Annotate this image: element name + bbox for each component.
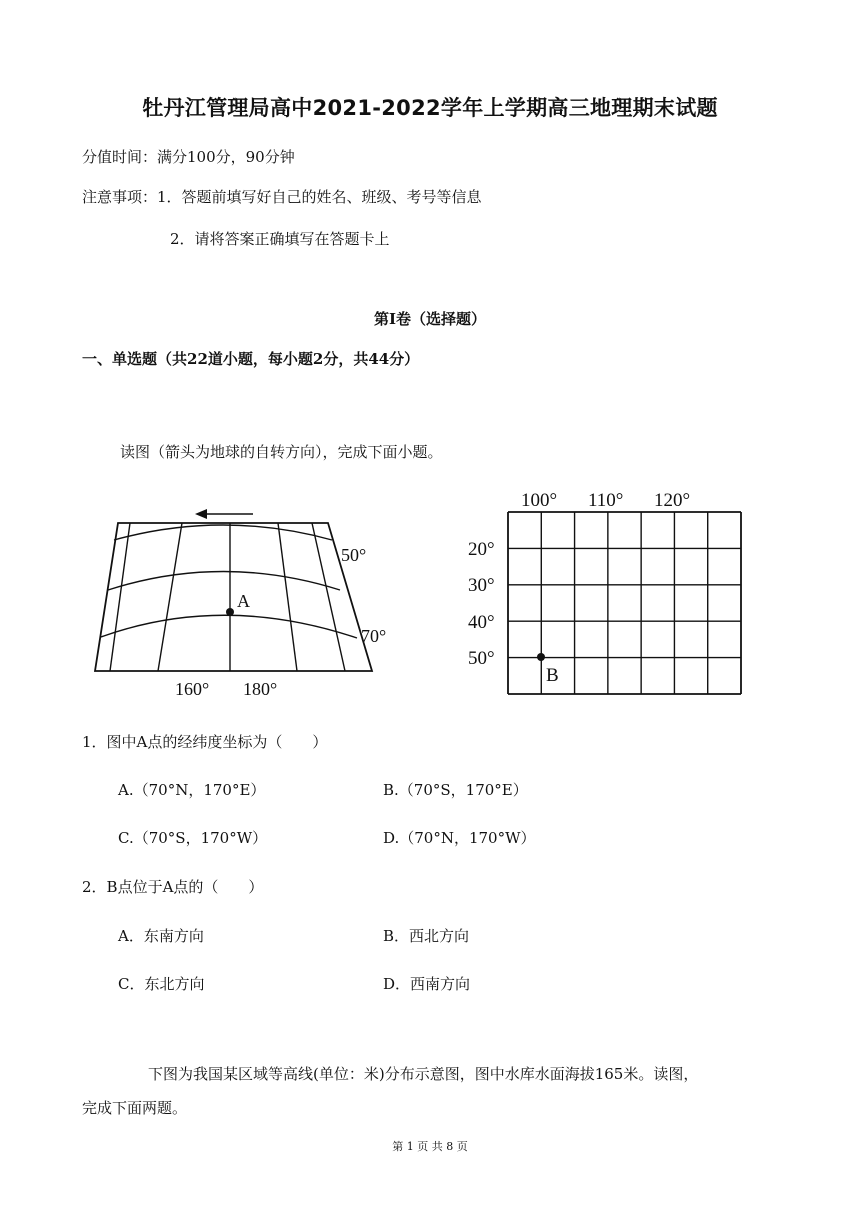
question-1-stem: 1．图中A点的经纬度坐标为（ ） [82, 733, 328, 751]
grid-lines [508, 512, 741, 694]
grid-top-label-110: 110° [588, 490, 624, 511]
page-footer: 第 1 页 共 8 页 [392, 1140, 468, 1153]
longitude-label-160: 160° [175, 679, 210, 699]
point-b-dot [537, 653, 545, 661]
graticule-figure-left [85, 495, 405, 705]
part-title: 第Ⅰ卷（选择题） [373, 310, 487, 328]
question-1-option-c[interactable]: C.（70°S，170°W） [118, 829, 268, 847]
longitude-label-180: 180° [243, 679, 278, 699]
rotation-arrow-icon [195, 509, 253, 519]
question-2-option-c[interactable]: C．东北方向 [118, 975, 205, 993]
question-1-option-a[interactable]: A.（70°N，170°E） [118, 781, 266, 799]
grid-figure-right [460, 480, 760, 705]
frame-outline [95, 523, 372, 671]
next-intro-line-1: 下图为我国某区域等高线(单位：米)分布示意图，图中水库水面海拔165米。读图， [148, 1065, 699, 1083]
meridian-line [158, 523, 182, 671]
grid-top-label-100: 100° [521, 490, 558, 511]
meridian-line [110, 523, 130, 671]
grid-left-label-30: 30° [468, 575, 495, 596]
section-title: 一、单选题（共22道小题，每小题2分，共44分） [82, 350, 420, 368]
question-2-option-d[interactable]: D．西南方向 [383, 975, 471, 993]
latitude-arc [101, 615, 357, 638]
point-a-label: A [237, 591, 250, 611]
exam-notes-line-2: 2．请将答案正确填写在答题卡上 [170, 230, 390, 248]
question-1-option-d[interactable]: D.（70°N，170°W） [383, 829, 536, 847]
grid-left-label-50: 50° [468, 648, 495, 669]
latitude-label-70: 70° [361, 626, 387, 646]
question-1-option-b[interactable]: B.（70°S，170°E） [383, 781, 528, 799]
grid-left-label-40: 40° [468, 612, 495, 633]
latitude-label-50: 50° [341, 545, 367, 565]
point-a-dot [226, 608, 234, 616]
question-2-stem: 2．B点位于A点的（ ） [82, 878, 264, 896]
exam-meta-time: 分值时间：满分100分，90分钟 [82, 148, 295, 166]
page-title: 牡丹江管理局高中2021-2022学年上学期高三地理期末试题 [142, 96, 718, 120]
point-b-label: B [546, 665, 559, 686]
grid-top-label-120: 120° [654, 490, 691, 511]
meridian-line [278, 523, 297, 671]
question-2-option-a[interactable]: A．东南方向 [118, 927, 204, 945]
latitude-arc [114, 525, 332, 540]
next-intro-line-2: 完成下面两题。 [82, 1099, 188, 1117]
latitude-arc [108, 572, 340, 591]
question-intro: 读图（箭头为地球的自转方向），完成下面小题。 [120, 443, 443, 461]
exam-notes-line-1: 注意事项：1．答题前填写好自己的姓名、班级、考号等信息 [82, 188, 482, 206]
grid-left-label-20: 20° [468, 539, 495, 560]
question-2-option-b[interactable]: B．西北方向 [383, 927, 470, 945]
